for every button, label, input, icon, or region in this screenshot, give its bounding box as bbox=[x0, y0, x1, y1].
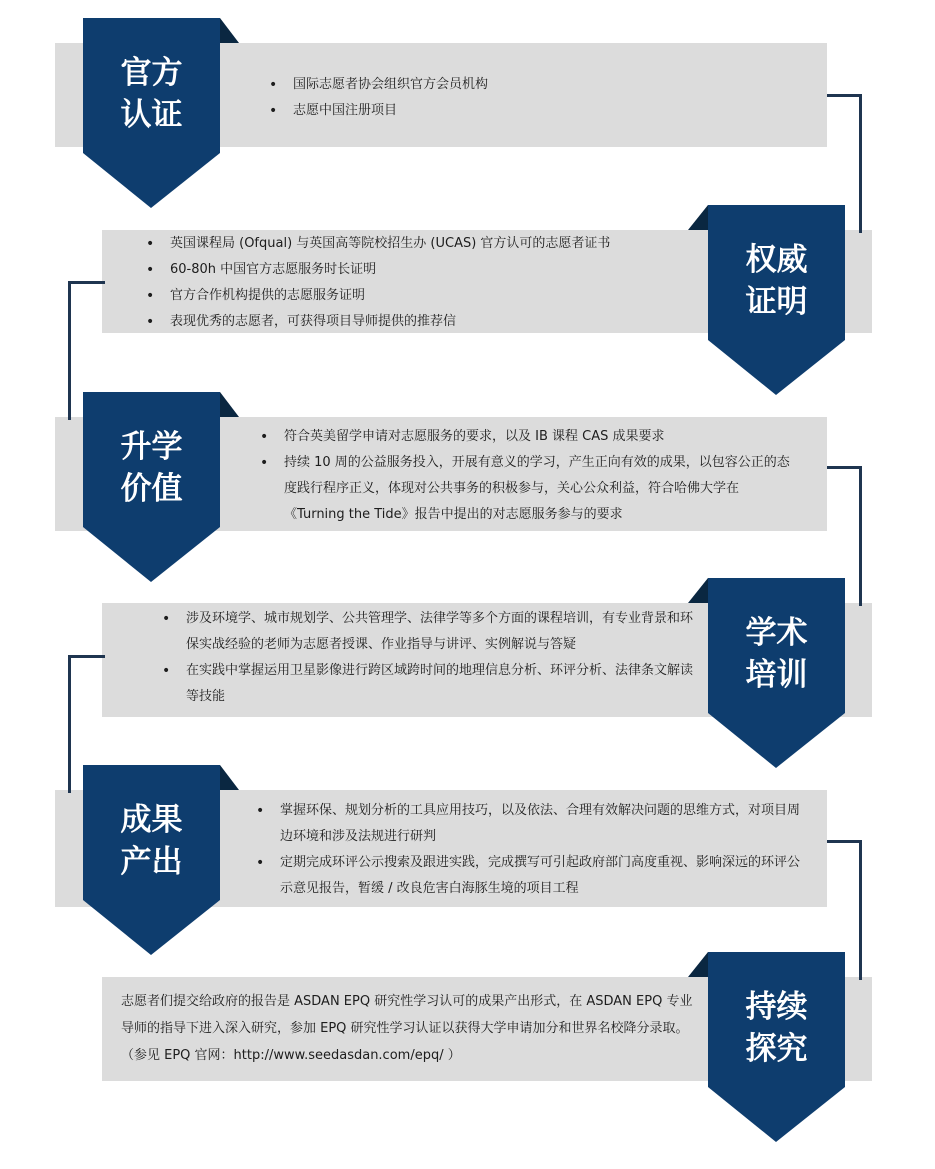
badge-title-line-2: 探究 bbox=[745, 1031, 808, 1067]
list-item: • 表现优秀的志愿者，可获得项目导师提供的推荐信 bbox=[140, 309, 700, 335]
badge-official-certification bbox=[83, 18, 220, 208]
badge-title-line-2: 价值 bbox=[120, 471, 183, 507]
list-item: • 英国课程局 (Ofqual) 与英国高等院校招生办 (UCAS) 官方认可的志愿者证书 bbox=[140, 231, 700, 257]
list-item: • 涉及环境学、城市规划学、公共管理学、法律学等多个方面的课程培训，有专业背景和环保实战经验的老师为志愿者授课、作业指导与讲评、实例解说与答疑 bbox=[156, 606, 701, 658]
list-item: • 在实践中掌握运用卫星影像进行跨区域跨时间的地理信息分析、环评分析、法律条文解读等技能 bbox=[156, 658, 701, 710]
list-item: • 60-80h 中国官方志愿服务时长证明 bbox=[140, 257, 700, 283]
section-5-list bbox=[250, 798, 810, 902]
list-item: • 掌握环保、规划分析的工具应用技巧，以及依法、合理有效解决问题的思维方式，对项目周边环境和涉及法规进行研判 bbox=[250, 798, 810, 850]
section-1-list bbox=[263, 72, 783, 124]
section-3-list bbox=[254, 424, 794, 528]
list-item: • 官方合作机构提供的志愿服务证明 bbox=[140, 283, 700, 309]
badge-title-line-1: 成果 bbox=[120, 802, 183, 838]
section-6-paragraph: 志愿者们提交给政府的报告是 ASDAN EPQ 研究性学习认可的成果产出形式，在 ASDAN EPQ 专业导师的指导下进入深入研究，参加 EPQ 研究性学习认证以获得大学申请加分和世界名校降分录取。（参见 EPQ 官网：http://www.seedasdan.com/epq/ ） bbox=[121, 994, 693, 1063]
badge-title-line-1: 权威 bbox=[745, 242, 808, 278]
badge-title-line-1: 学术 bbox=[745, 615, 808, 651]
badge-title-line-1: 官方 bbox=[120, 55, 183, 91]
badge-authoritative-proof bbox=[688, 205, 825, 395]
badge-title-line-1: 升学 bbox=[120, 429, 183, 465]
badge-continued-inquiry bbox=[688, 952, 825, 1142]
section-4-list bbox=[156, 606, 701, 710]
badge-title-line-1: 持续 bbox=[745, 989, 808, 1025]
section-2-list bbox=[140, 231, 700, 335]
list-item: • 持续 10 周的公益服务投入，开展有意义的学习，产生正向有效的成果，以包容公正的态度践行程序正义，体现对公共事务的积极参与，关心公众利益，符合哈佛大学在《Turning the Tide》报告中提出的对志愿服务参与的要求 bbox=[254, 450, 794, 528]
badge-title-line-2: 产出 bbox=[120, 844, 183, 880]
list-item: • 符合英美留学申请对志愿服务的要求，以及 IB 课程 CAS 成果要求 bbox=[254, 424, 794, 450]
list-item: • 志愿中国注册项目 bbox=[263, 98, 783, 124]
list-item: • 定期完成环评公示搜索及跟进实践，完成撰写可引起政府部门高度重视、影响深远的环评公示意见报告，暂缓 / 改良危害白海豚生境的项目工程 bbox=[250, 850, 810, 902]
badge-academic-training bbox=[688, 578, 825, 768]
badge-title-line-2: 培训 bbox=[745, 657, 808, 693]
badge-results-output bbox=[83, 765, 220, 955]
badge-title-line-2: 证明 bbox=[745, 284, 808, 320]
badge-title-line-2: 认证 bbox=[120, 97, 183, 133]
list-item: • 国际志愿者协会组织官方会员机构 bbox=[263, 72, 783, 98]
badge-admission-value bbox=[83, 392, 220, 582]
